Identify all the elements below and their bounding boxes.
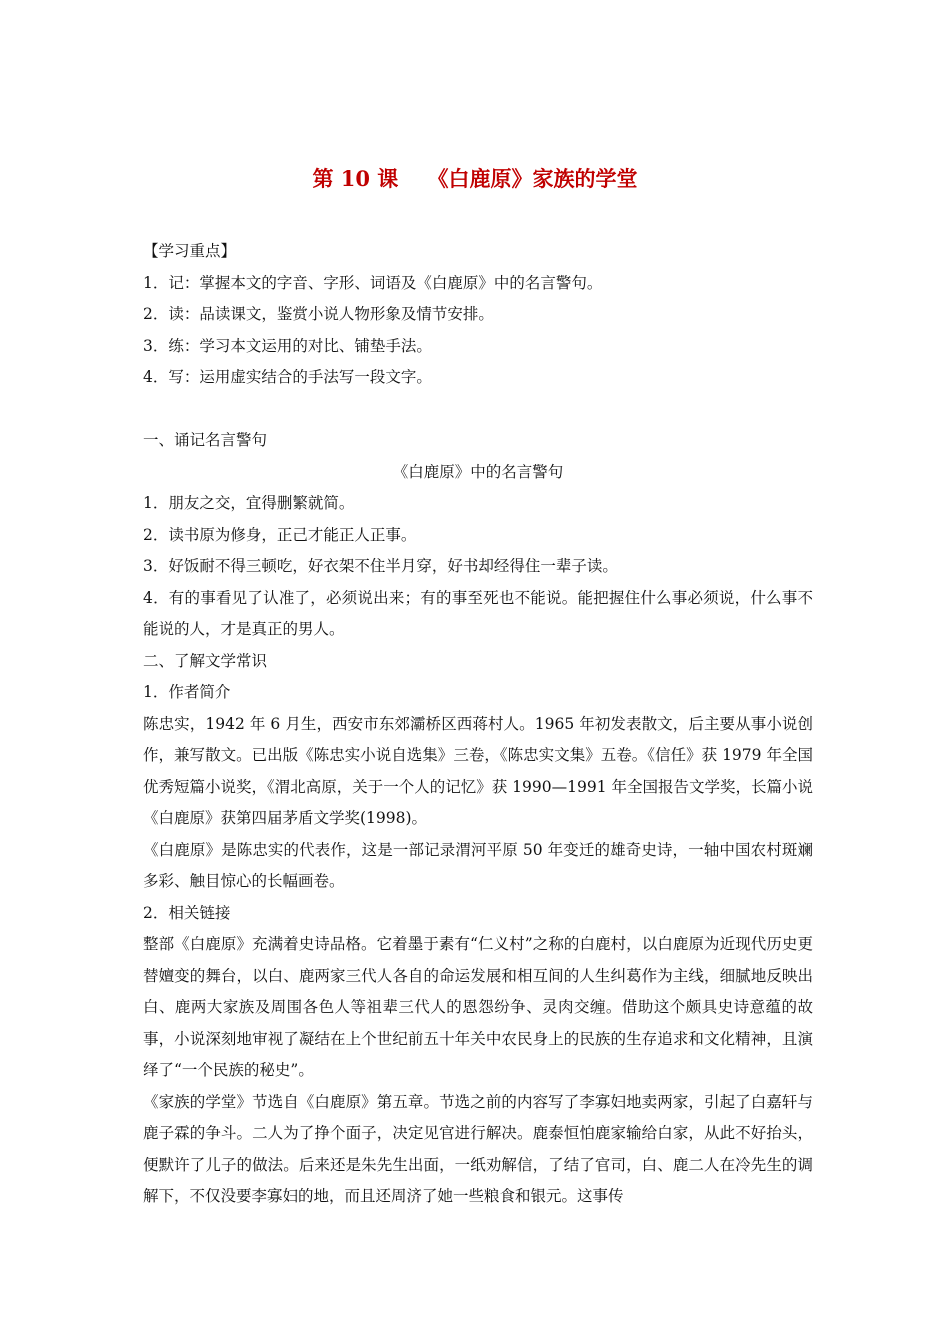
- focus-item: 2．读：品读课文，鉴赏小说人物形象及情节安排。: [143, 305, 494, 323]
- subsection-heading: 1．作者简介: [143, 683, 231, 701]
- focus-item: 3．练：学习本文运用的对比、铺垫手法。: [143, 336, 432, 355]
- focus-item: 4．写：运用虚实结合的手法写一段文字。: [143, 368, 432, 386]
- quote-item: 4．有的事看见了认准了，必须说出来；有的事至死也不能说。能把握住什么事必须说，什么事不能说的人，才是真正的男人。: [143, 588, 813, 638]
- lesson-title: 第 10 课 《白鹿原》家族的学堂: [312, 166, 638, 191]
- document-body: [143, 236, 813, 1213]
- section-subtitle: 《白鹿原》中的名言警句: [392, 462, 564, 481]
- paragraph: 陈忠实，1942 年 6 月生，西安市东郊灞桥区西蒋村人。1965 年初发表散文，后主要从事小说创作，兼写散文。已出版《陈忠实小说自选集》三卷，《陈忠实文集》五卷。《信任》获 1979 年全国优秀短篇小说奖，《渭北高原，关于一个人的记忆》获 1990—1991 年全国报告文学奖，长篇小说《白鹿原》获第四届茅盾文学奖(1998)。: [143, 714, 813, 827]
- section-heading: 一、诵记名言警句: [143, 431, 268, 449]
- paragraph: 整部《白鹿原》充满着史诗品格。它着墨于素有“仁义村”之称的白鹿村，以白鹿原为近现代历史更替嬗变的舞台，以白、鹿两家三代人各自的命运发展和相互间的人生纠葛作为主线，细腻地反映出白、鹿两大家族及周围各色人等祖辈三代人的恩怨纷争、灵肉交缠。借助这个颇具史诗意蕴的故事，小说深刻地审视了凝结在上个世纪前五十年关中农民身上的民族的生存追求和文化精神，且演绎了“一个民族的秘史”。: [143, 935, 813, 1079]
- focus-item: 1．记：掌握本文的字音、字形、词语及《白鹿原》中的名言警句。: [143, 273, 603, 292]
- paragraph: 《白鹿原》是陈忠实的代表作，这是一部记录渭河平原 50 年变迁的雄奇史诗，一轴中国农村斑斓多彩、触目惊心的长幅画卷。: [143, 840, 813, 890]
- subsection-heading: 2．相关链接: [143, 903, 231, 922]
- quote-item: 1．朋友之交，宜得删繁就简。: [143, 494, 355, 512]
- quote-item: 3．好饭耐不得三顿吃，好衣架不住半月穿，好书却经得住一辈子读。: [143, 557, 618, 575]
- quote-item: 2．读书原为修身，正己才能正人正事。: [143, 525, 417, 544]
- focus-heading: 【学习重点】: [143, 242, 237, 260]
- spacer: [143, 394, 813, 426]
- paragraph: 《家族的学堂》节选自《白鹿原》第五章。节选之前的内容写了李寡妇地卖两家，引起了白嘉轩与鹿子霖的争斗。二人为了挣个面子，决定见官进行解决。鹿泰恒怕鹿家输给白家，从此不好抬头，便默许了儿子的做法。后来还是朱先生出面，一纸劝解信，了结了官司，白、鹿二人在冷先生的调解下，不仅没要李寡妇的地，而且还周济了她一些粮食和银元。这事传: [143, 1092, 813, 1205]
- section-heading: 二、了解文学常识: [143, 651, 268, 670]
